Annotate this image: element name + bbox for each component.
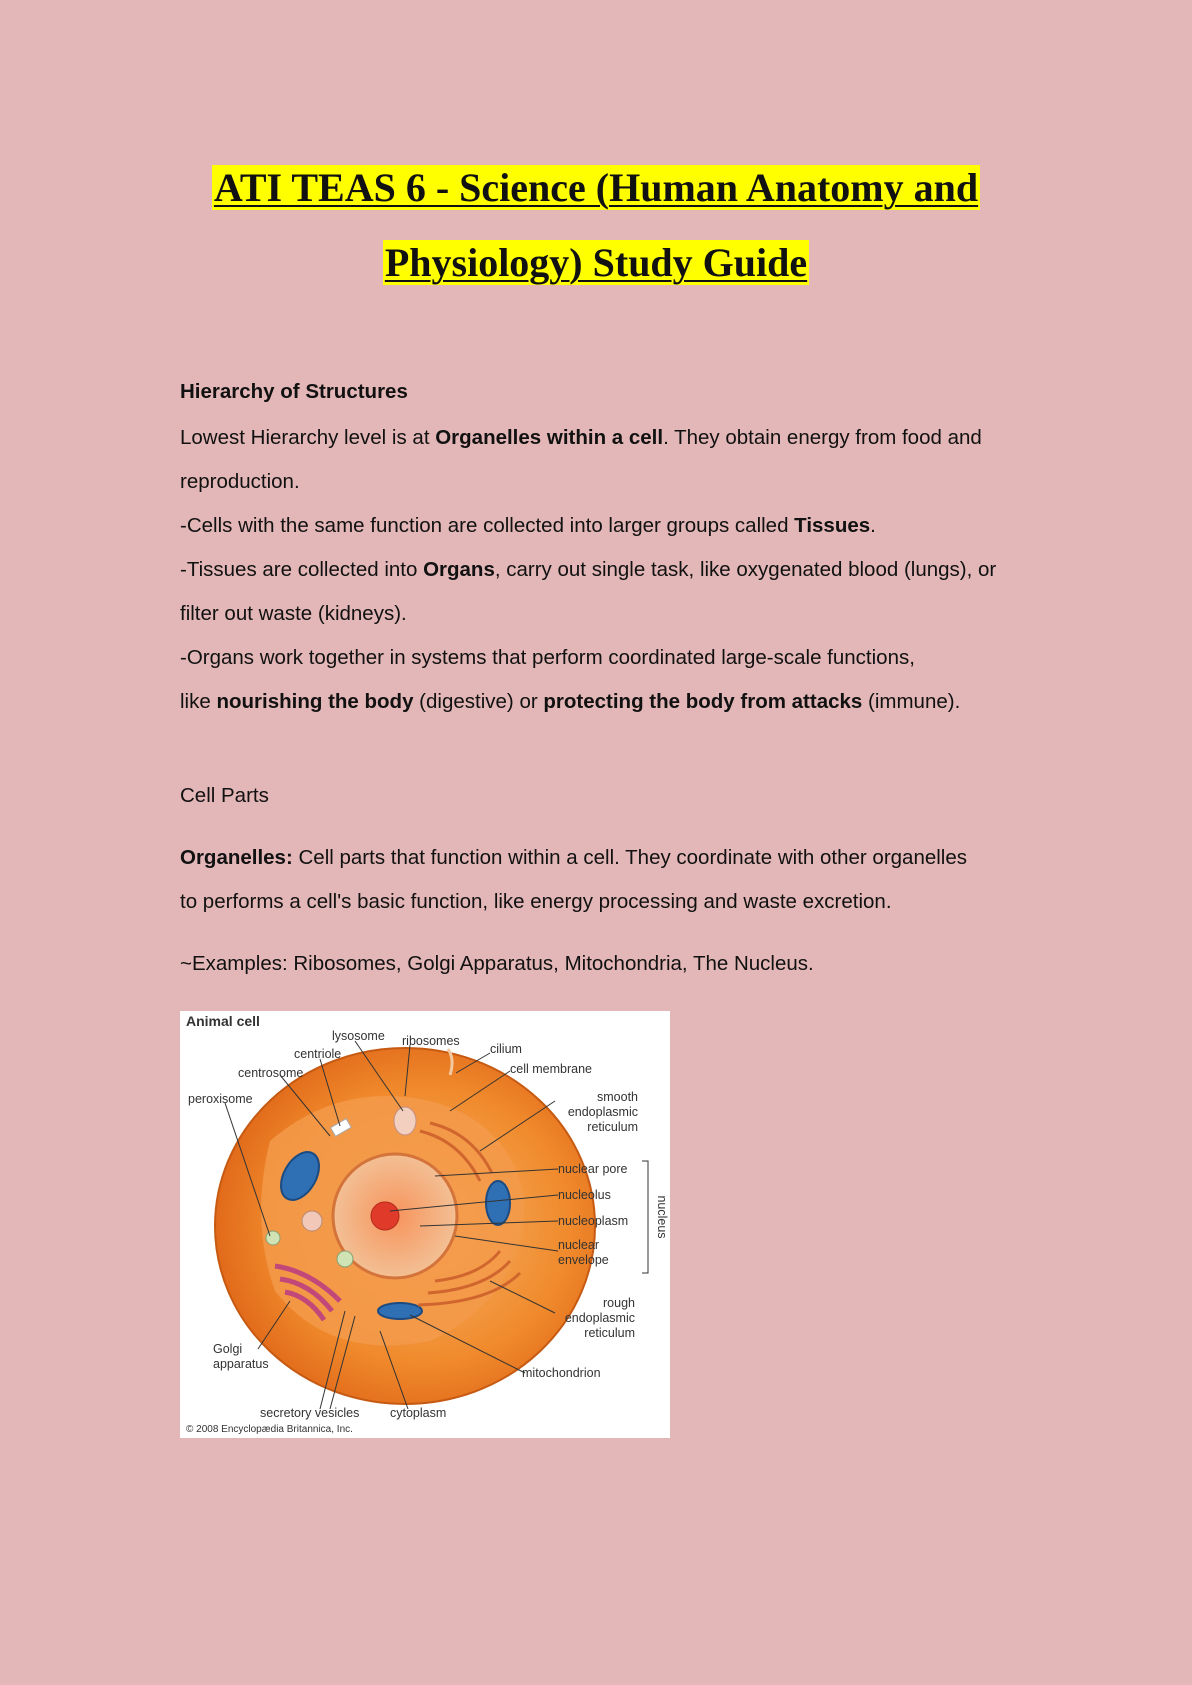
- label-nuclear-envelope-2: envelope: [558, 1253, 609, 1267]
- label-ribosomes: ribosomes: [402, 1034, 460, 1048]
- label-smooth-er-3: reticulum: [587, 1120, 638, 1134]
- mitochondrion-shape: [378, 1303, 422, 1319]
- animal-cell-diagram: [180, 1011, 670, 1438]
- document-title: [150, 150, 1042, 300]
- hierarchy-line: like nourishing the body (digestive) or protecting the body from attacks (immune).: [180, 690, 961, 713]
- label-nucleolus: nucleolus: [558, 1188, 611, 1202]
- figure-copyright: © 2008 Encyclopædia Britannica, Inc.: [186, 1424, 353, 1435]
- title-line-1: ATI TEAS 6 - Science (Human Anatomy and: [213, 165, 979, 210]
- cell-parts-heading: Cell Parts: [180, 784, 269, 807]
- hierarchy-line: Lowest Hierarchy level is at Organelles within a cell. They obtain energy from food and: [180, 426, 982, 449]
- label-cytoplasm: cytoplasm: [390, 1406, 447, 1420]
- hierarchy-line: -Tissues are collected into Organs, carry out single task, like oxygenated blood (lungs), or: [180, 558, 997, 581]
- nucleus-bracket: [642, 1161, 648, 1273]
- label-cilium: cilium: [490, 1042, 522, 1056]
- peroxisome-shape: [266, 1231, 280, 1245]
- hierarchy-line: reproduction.: [180, 470, 300, 493]
- label-mitochondrion: mitochondrion: [522, 1366, 601, 1380]
- label-nuclear-pore: nuclear pore: [558, 1162, 628, 1176]
- label-golgi-2: apparatus: [213, 1357, 269, 1371]
- organelles-paragraph: [180, 836, 1060, 924]
- label-smooth-er-2: endoplasmic: [567, 1105, 638, 1119]
- label-rough-er-1: rough: [603, 1296, 635, 1310]
- hierarchy-line: filter out waste (kidneys).: [180, 602, 407, 625]
- label-nucleus: nucleus: [655, 1195, 669, 1239]
- hierarchy-paragraphs: [180, 416, 1060, 724]
- animal-cell-figure: [180, 1011, 670, 1438]
- hierarchy-heading: Hierarchy of Structures: [180, 380, 408, 403]
- label-golgi-1: Golgi: [213, 1342, 243, 1356]
- label-lysosome: lysosome: [332, 1029, 385, 1043]
- label-nuclear-envelope-1: nuclear: [558, 1238, 599, 1252]
- label-centriole: centriole: [294, 1047, 342, 1061]
- label-nucleoplasm: nucleoplasm: [558, 1214, 629, 1228]
- label-peroxisome: peroxisome: [188, 1092, 253, 1106]
- organelles-line: to performs a cell's basic function, like energy processing and waste excretion.: [180, 890, 892, 913]
- title-line-2: Physiology) Study Guide: [384, 240, 808, 285]
- label-centrosome: centrosome: [238, 1066, 304, 1080]
- organelle-examples: ~Examples: Ribosomes, Golgi Apparatus, Mitochondria, The Nucleus.: [180, 952, 814, 975]
- figure-title: Animal cell: [186, 1013, 260, 1029]
- nucleolus-shape: [371, 1202, 399, 1230]
- label-smooth-er-1: smooth: [597, 1090, 638, 1104]
- hierarchy-line: -Organs work together in systems that perform coordinated large-scale functions,: [180, 646, 915, 669]
- label-secretory-vesicles: secretory vesicles: [260, 1406, 360, 1420]
- hierarchy-line: -Cells with the same function are collected into larger groups called Tissues.: [180, 514, 876, 537]
- label-rough-er-3: reticulum: [584, 1326, 635, 1340]
- organelles-line: Organelles: Cell parts that function within a cell. They coordinate with other organelles: [180, 846, 968, 869]
- vesicle-shape: [337, 1251, 353, 1267]
- label-rough-er-2: endoplasmic: [564, 1311, 635, 1325]
- mitochondrion-shape: [486, 1181, 510, 1225]
- label-cell-membrane: cell membrane: [510, 1062, 592, 1076]
- vesicle-shape: [302, 1211, 322, 1231]
- lysosome-shape: [394, 1107, 416, 1135]
